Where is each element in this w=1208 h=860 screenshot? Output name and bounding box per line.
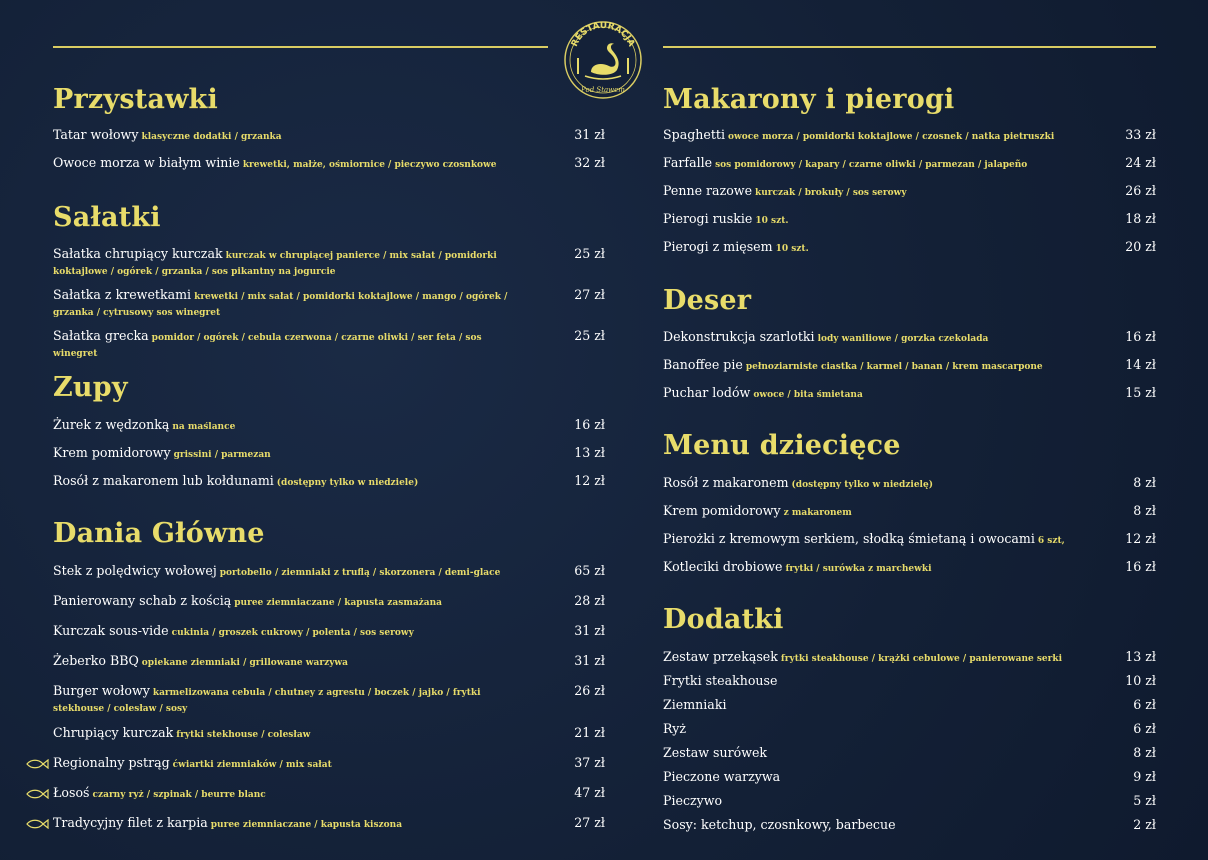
menu-item [663,504,1156,520]
item-price: 31 zł [574,653,605,668]
fish-icon [25,788,49,801]
menu-item [663,156,1156,172]
menu-item [663,128,1156,144]
menu-item [53,594,605,610]
item-desc: z makaronem [783,508,852,518]
item-desc: puree ziemniaczane / kapusta zasmażana [234,598,442,608]
item-name: Puchar lodów [663,385,751,400]
menu-item [663,532,1156,548]
menu-item [663,560,1156,576]
item-name: Farfalle [663,155,713,170]
item-price: 31 zł [574,623,605,638]
item-price: 32 zł [574,155,605,170]
item-price: 16 zł [1125,329,1156,344]
item-name: Kotleciki drobiowe [663,559,783,574]
item-desc: (dostępny tylko w niedziele) [276,478,419,488]
item-name: Zestaw surówek [663,745,768,760]
item-desc: ćwiartki ziemniaków / mix sałat [172,760,332,770]
menu-item [663,650,1156,666]
item-desc: puree ziemniaczane / kapusta kiszona [210,820,403,830]
menu-item [663,818,1156,831]
section-title: Dodatki [663,604,784,635]
item-price: 25 zł [574,328,605,343]
left-header-rule [53,46,548,48]
item-desc: 10 szt. [775,244,809,254]
menu-item [663,722,1156,735]
menu-item [663,386,1156,402]
menu-item [53,624,605,640]
section-title: Sałatki [53,202,161,233]
item-name: Frytki steakhouse [663,673,778,688]
item-name: Tradycyjny filet z karpia [53,815,208,830]
menu-item [663,794,1156,807]
item-price: 16 zł [1125,559,1156,574]
item-desc: 6 szt, [1037,536,1065,546]
item-name: Chrupiący kurczak [53,725,174,740]
menu-item [53,247,605,279]
item-price: 9 zł [1133,769,1156,784]
item-desc: frytki steakhouse / krążki cebulowe / panierowane serki [780,654,1063,664]
item-price: 12 zł [1125,531,1156,546]
item-price: 15 zł [1125,385,1156,400]
section-title: Dania Główne [53,518,265,549]
item-name: Sałatka chrupiący kurczak [53,246,223,261]
item-name: Owoce morza w białym winie [53,155,240,170]
fish-icon [25,818,49,831]
item-price: 13 zł [1125,649,1156,664]
item-price: 8 zł [1133,745,1156,760]
menu-item [53,816,605,832]
item-price: 8 zł [1133,475,1156,490]
menu-item [53,128,605,144]
item-desc: opiekane ziemniaki / grillowane warzywa [141,658,349,668]
item-price: 18 zł [1125,211,1156,226]
menu-item [663,476,1156,492]
item-price: 14 zł [1125,357,1156,372]
fish-icon [25,758,49,771]
menu-item [663,746,1156,759]
item-price: 8 zł [1133,503,1156,518]
menu-item [53,446,605,462]
item-name: Żeberko BBQ [53,653,139,668]
item-desc: 10 szt. [755,216,789,226]
section-title: Przystawki [53,84,218,115]
section-title: Menu dziecięce [663,430,901,461]
item-name: Sałatka z krewetkami [53,287,192,302]
item-desc: portobello / ziemniaki z truflą / skorzonera / demi-glace [219,568,501,578]
logo-top-text: RESTAURACJA [569,20,637,49]
item-name: Stek z polędwicy wołowej [53,563,217,578]
menu-item [53,288,605,320]
menu-item [663,674,1156,687]
item-name: Regionalny pstrąg [53,755,170,770]
item-desc: krewetki / mix sałat / pomidorki koktajlowe / mango / ogórek / grzanka / cytrusowy sos winegret [53,292,508,318]
item-price: 13 zł [574,445,605,460]
item-name: Zestaw przekąsek [663,649,778,664]
item-price: 27 zł [574,287,605,302]
item-name: Pieczone warzywa [663,769,781,784]
item-desc: kurczak w chrupiącej panierce / mix sałat / pomidorki koktajlowe / ogórek / grzanka / sos pikantny na jogurcie [53,251,497,277]
item-price: 65 zł [574,563,605,578]
item-desc: karmelizowana cebula / chutney z agrestu / boczek / jajko / frytki stekhouse / colesław / sosy [53,688,481,714]
item-name: Łosoś [53,785,90,800]
restaurant-logo [561,14,645,102]
item-name: Burger wołowy [53,683,150,698]
item-price: 28 zł [574,593,605,608]
item-name: Pieczywo [663,793,723,808]
item-price: 6 zł [1133,697,1156,712]
item-price: 20 zł [1125,239,1156,254]
item-desc: kurczak / brokuły / sos serowy [755,188,907,198]
item-name: Pierożki z kremowym serkiem, słodką śmietaną i owocami [663,531,1035,546]
item-price: 37 zł [574,755,605,770]
menu-item [663,358,1156,374]
item-desc: owoce morza / pomidorki koktajlowe / czosnek / natka pietruszki [727,132,1055,142]
menu-item [53,786,605,802]
item-desc: pełnoziarniste ciastka / karmel / banan / krem mascarpone [745,362,1043,372]
item-name: Ziemniaki [663,697,727,712]
menu-item [53,564,605,580]
item-price: 10 zł [1125,673,1156,688]
item-name: Spaghetti [663,127,725,142]
menu-item [663,330,1156,346]
item-desc: pomidor / ogórek / cebula czerwona / czarne oliwki / ser feta / sos winegret [53,333,482,359]
item-name: Panierowany schab z kością [53,593,232,608]
item-desc: frytki stekhouse / colesław [176,730,311,740]
section-title: Makarony i pierogi [663,84,955,115]
menu-item [663,212,1156,228]
menu-item [53,329,605,361]
menu-item [53,684,605,716]
item-desc: grissini / parmezan [173,450,271,460]
item-name: Ryż [663,721,687,736]
menu-item [663,770,1156,783]
item-name: Banoffee pie [663,357,743,372]
item-name: Pierogi z mięsem [663,239,773,254]
item-price: 26 zł [1125,183,1156,198]
menu-item [53,726,605,742]
menu-item [53,474,605,490]
menu-item [53,654,605,670]
item-price: 21 zł [574,725,605,740]
item-desc: (dostępny tylko w niedzielę) [791,480,933,490]
item-price: 33 zł [1125,127,1156,142]
item-price: 2 zł [1133,817,1156,832]
item-price: 27 zł [574,815,605,830]
item-name: Krem pomidorowy [53,445,171,460]
item-desc: na maślance [172,422,236,432]
menu-item [663,240,1156,256]
menu-item [53,418,605,434]
item-name: Żurek z wędzonką [53,417,170,432]
item-name: Sałatka grecka [53,328,149,343]
section-title: Zupy [53,372,128,403]
item-desc: cukinia / groszek cukrowy / polenta / sos serowy [171,628,414,638]
item-desc: owoce / bita śmietana [753,390,863,400]
item-name: Rosół z makaronem lub kołdunami [53,473,274,488]
item-price: 24 zł [1125,155,1156,170]
item-price: 5 zł [1133,793,1156,808]
item-price: 6 zł [1133,721,1156,736]
item-name: Tatar wołowy [53,127,139,142]
menu-item [663,184,1156,200]
item-desc: frytki / surówka z marchewki [785,564,932,574]
item-desc: krewetki, małże, ośmiornice / pieczywo czosnkowe [242,160,497,170]
item-name: Pierogi ruskie [663,211,753,226]
logo-script-text: Pod Stawem [581,86,625,94]
item-name: Krem pomidorowy [663,503,781,518]
item-price: 12 zł [574,473,605,488]
item-price: 16 zł [574,417,605,432]
item-price: 31 zł [574,127,605,142]
menu-item [663,698,1156,711]
section-title: Deser [663,285,752,316]
item-name: Dekonstrukcja szarlotki [663,329,815,344]
menu-item [53,156,605,172]
item-price: 47 zł [574,785,605,800]
item-desc: sos pomidorowy / kapary / czarne oliwki / parmezan / jalapeño [715,160,1028,170]
item-price: 25 zł [574,246,605,261]
item-desc: czarny ryż / szpinak / beurre blanc [92,790,266,800]
item-desc: lody waniliowe / gorzka czekolada [817,334,989,344]
menu-item [53,756,605,772]
right-header-rule [663,46,1156,48]
item-price: 26 zł [574,683,605,698]
item-desc: klasyczne dodatki / grzanka [141,132,282,142]
item-name: Penne razowe [663,183,753,198]
item-name: Sosy: ketchup, czosnkowy, barbecue [663,817,896,832]
item-name: Rosół z makaronem [663,475,789,490]
item-name: Kurczak sous-vide [53,623,169,638]
